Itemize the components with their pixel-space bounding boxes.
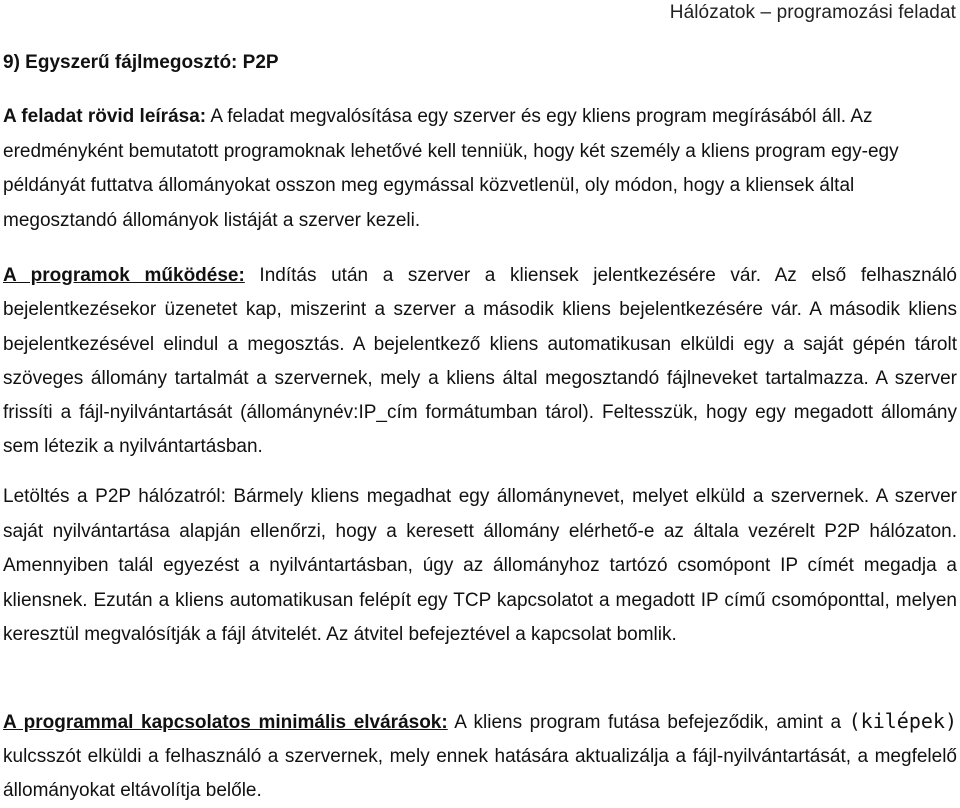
paragraph-program-operation xyxy=(3,259,957,465)
paragraph-short-description xyxy=(3,100,957,238)
paragraph-minimum-requirements xyxy=(3,704,957,808)
paragraph-text: A feladat megvalósítása egy szerver és egy kliens program megírásából áll. Az eredményként bemutatott programoknak lehetővé kell tenniük, hogy két személy a kliens program egy-egy példányát futtatva állományokat osszon meg egymással közvetlenül, oly módon, hogy a kliensek által megosztandó állományok listáját a szerver kezeli. xyxy=(3,106,899,231)
paragraph-text: A kliens program futása befejeződik, amint a xyxy=(447,712,849,733)
paragraph-p2p-download xyxy=(3,480,957,653)
paragraph-lead: A feladat rövid leírása: xyxy=(3,106,207,127)
paragraph-lead: A programmal kapcsolatos minimális elvárások: xyxy=(3,712,448,733)
exit-keyword-code: (kilépek) xyxy=(848,709,957,733)
page-header: Hálózatok – programozási feladat xyxy=(669,2,956,23)
task-title: 9) Egyszerű fájlmegosztó: P2P xyxy=(3,52,279,73)
paragraph-text: kulcsszót elküldi a felhasználó a szervernek, mely ennek hatására aktualizálja a fájl-nyilvántartását, a megfelelő állományokat eltávolítja belőle. xyxy=(3,746,957,801)
paragraph-text: Letöltés a P2P hálózatról: Bármely kliens megadhat egy állománynevet, melyet elküld a szervernek. A szerver saját nyilvántartása alapján ellenőrzi, hogy a keresett állomány elérhető-e az általa vezérelt P2P hálózaton. Amennyiben talál egyezést a nyilvántartásban, úgy az állományhoz tartózó csomópont IP címét megadja a kliensnek. Ezután a kliens automatikusan felépít egy TCP kapcsolatot a megadott IP című csomóponttal, melyen keresztül megvalósítják a fájl átvitelét. Az átvitel befejeztével a kapcsolat bomlik. xyxy=(3,486,957,646)
paragraph-lead: A programok működése: xyxy=(3,265,245,286)
paragraph-text: Indítás után a szerver a kliensek jelentkezésére vár. Az első felhasználó bejelentkezésekor üzenetet kap, miszerint a szerver a második kliens bejelentkezésére vár. A második kliens bejelentkezésével elindul a megosztás. A bejelentkező kliens automatikusan elküldi egy a saját gépén tárolt szöveges állomány tartalmát a szervernek, mely a kliens által megosztandó fájlneveket tartalmazza. A szerver frissíti a fájl-nyilvántartását (állománynév:IP_cím formátumban tárol). Feltesszük, hogy egy megadott állomány sem létezik a nyilvántartásban. xyxy=(3,265,957,458)
